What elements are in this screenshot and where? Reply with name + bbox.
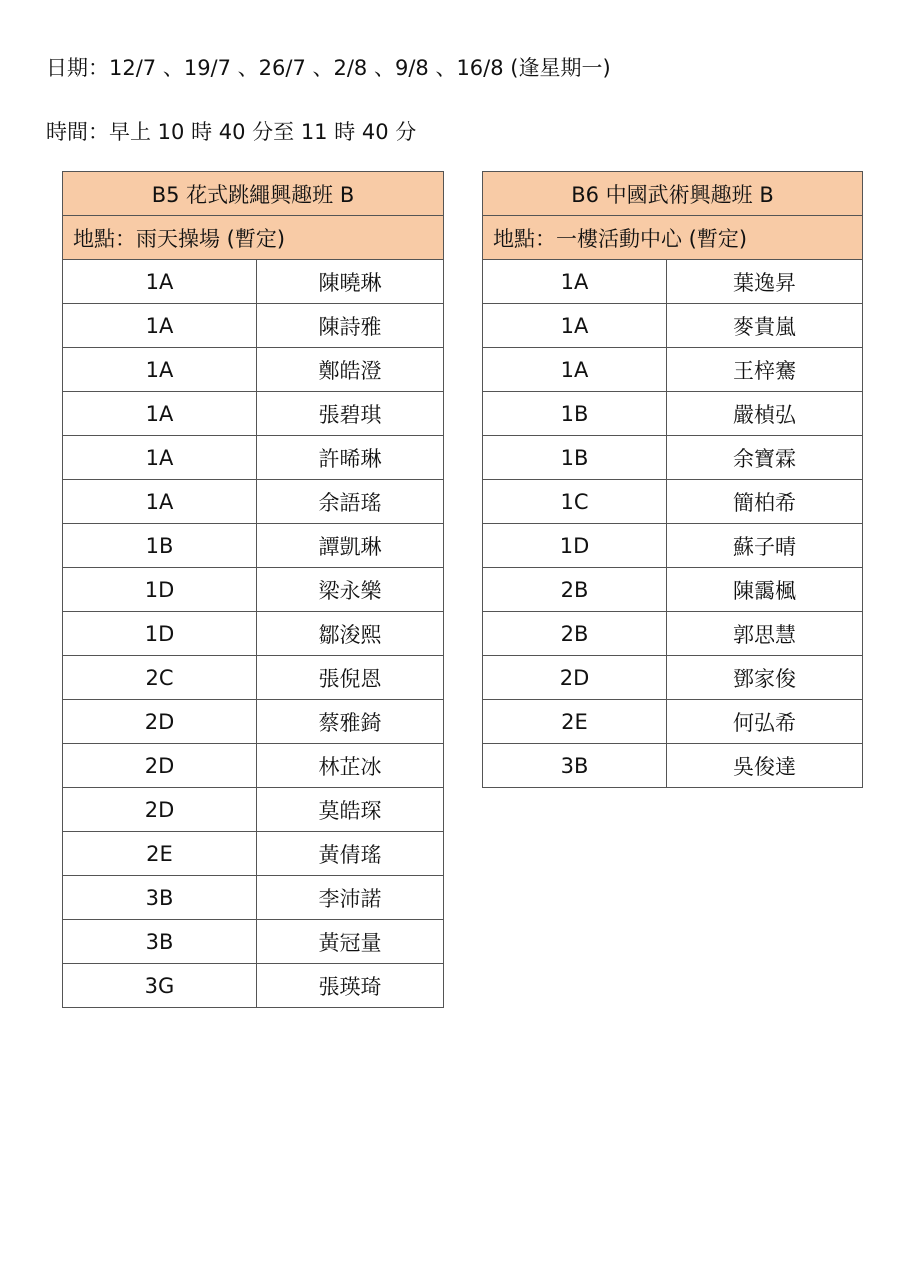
table-location: 地點：雨天操場 (暫定) (63, 216, 444, 260)
time-line: 時間：早上 10 時 40 分至 11 時 40 分 (46, 120, 417, 144)
student-name-cell: 張倪恩 (257, 656, 444, 700)
table-row (63, 348, 444, 392)
class-cell: 2B (483, 568, 667, 612)
student-name-cell: 陳靄楓 (667, 568, 863, 612)
class-cell: 2E (483, 700, 667, 744)
student-name-cell: 莫皓琛 (257, 788, 444, 832)
class-cell: 1C (483, 480, 667, 524)
class-cell: 1A (483, 304, 667, 348)
class-cell: 3G (63, 964, 257, 1008)
table-row (483, 480, 863, 524)
table-row (483, 656, 863, 700)
table-title: B5 花式跳繩興趣班 B (63, 172, 444, 216)
student-name-cell: 譚凱琳 (257, 524, 444, 568)
table-b5-rope-skipping (62, 171, 444, 1008)
table-row (63, 480, 444, 524)
class-cell: 1B (483, 392, 667, 436)
table-row (63, 612, 444, 656)
table-row (483, 744, 863, 788)
class-cell: 3B (63, 876, 257, 920)
student-name-cell: 陳曉琳 (257, 260, 444, 304)
student-name-cell: 余寶霖 (667, 436, 863, 480)
table-location: 地點：一樓活動中心 (暫定) (483, 216, 863, 260)
class-cell: 2C (63, 656, 257, 700)
table-row (483, 348, 863, 392)
student-name-cell: 許晞琳 (257, 436, 444, 480)
student-name-cell: 李沛諾 (257, 876, 444, 920)
class-cell: 3B (63, 920, 257, 964)
class-cell: 3B (483, 744, 667, 788)
table-title: B6 中國武術興趣班 B (483, 172, 863, 216)
student-name-cell: 郭思慧 (667, 612, 863, 656)
student-name-cell: 梁永樂 (257, 568, 444, 612)
table-row (63, 744, 444, 788)
student-name-cell: 林芷冰 (257, 744, 444, 788)
student-name-cell: 蘇子晴 (667, 524, 863, 568)
class-cell: 1A (63, 392, 257, 436)
class-cell: 2D (63, 744, 257, 788)
table-row (63, 260, 444, 304)
student-name-cell: 麥貴嵐 (667, 304, 863, 348)
table-row (483, 524, 863, 568)
table-row (63, 876, 444, 920)
student-name-cell: 黃冠量 (257, 920, 444, 964)
class-cell: 2E (63, 832, 257, 876)
class-cell: 1A (63, 436, 257, 480)
class-cell: 1D (63, 612, 257, 656)
class-cell: 2D (63, 788, 257, 832)
table-row (63, 436, 444, 480)
class-cell: 1A (483, 260, 667, 304)
table-row (483, 304, 863, 348)
table-row (483, 392, 863, 436)
student-name-cell: 張瑛琦 (257, 964, 444, 1008)
class-cell: 1A (63, 480, 257, 524)
table-row (483, 568, 863, 612)
table-row (63, 700, 444, 744)
table-row (63, 392, 444, 436)
table-row (63, 964, 444, 1008)
class-cell: 1B (63, 524, 257, 568)
table-row (483, 260, 863, 304)
table-row (63, 524, 444, 568)
table-row (63, 304, 444, 348)
class-cell: 2D (483, 656, 667, 700)
student-name-cell: 鄭皓澄 (257, 348, 444, 392)
class-cell: 1B (483, 436, 667, 480)
class-cell: 1D (483, 524, 667, 568)
student-name-cell: 蔡雅錡 (257, 700, 444, 744)
table-row (63, 832, 444, 876)
class-cell: 1A (483, 348, 667, 392)
class-cell: 1A (63, 348, 257, 392)
student-name-cell: 吳俊達 (667, 744, 863, 788)
student-name-cell: 張碧琪 (257, 392, 444, 436)
student-name-cell: 陳詩雅 (257, 304, 444, 348)
student-name-cell: 王梓騫 (667, 348, 863, 392)
student-name-cell: 鄒浚熙 (257, 612, 444, 656)
student-name-cell: 葉逸昇 (667, 260, 863, 304)
student-name-cell: 簡柏希 (667, 480, 863, 524)
student-name-cell: 黃倩瑤 (257, 832, 444, 876)
student-name-cell: 嚴楨弘 (667, 392, 863, 436)
table-row (63, 788, 444, 832)
table-row (63, 568, 444, 612)
class-cell: 1A (63, 260, 257, 304)
table-row (63, 920, 444, 964)
table-row (483, 436, 863, 480)
class-cell: 1D (63, 568, 257, 612)
student-name-cell: 余語瑤 (257, 480, 444, 524)
table-row (483, 700, 863, 744)
student-name-cell: 何弘希 (667, 700, 863, 744)
student-name-cell: 鄧家俊 (667, 656, 863, 700)
class-cell: 2D (63, 700, 257, 744)
table-row (63, 656, 444, 700)
table-row (483, 612, 863, 656)
class-cell: 2B (483, 612, 667, 656)
date-line: 日期：12/7 、19/7 、26/7 、2/8 、9/8 、16/8 (逢星期一) (46, 56, 611, 80)
table-b6-chinese-martial-arts (482, 171, 863, 788)
class-cell: 1A (63, 304, 257, 348)
